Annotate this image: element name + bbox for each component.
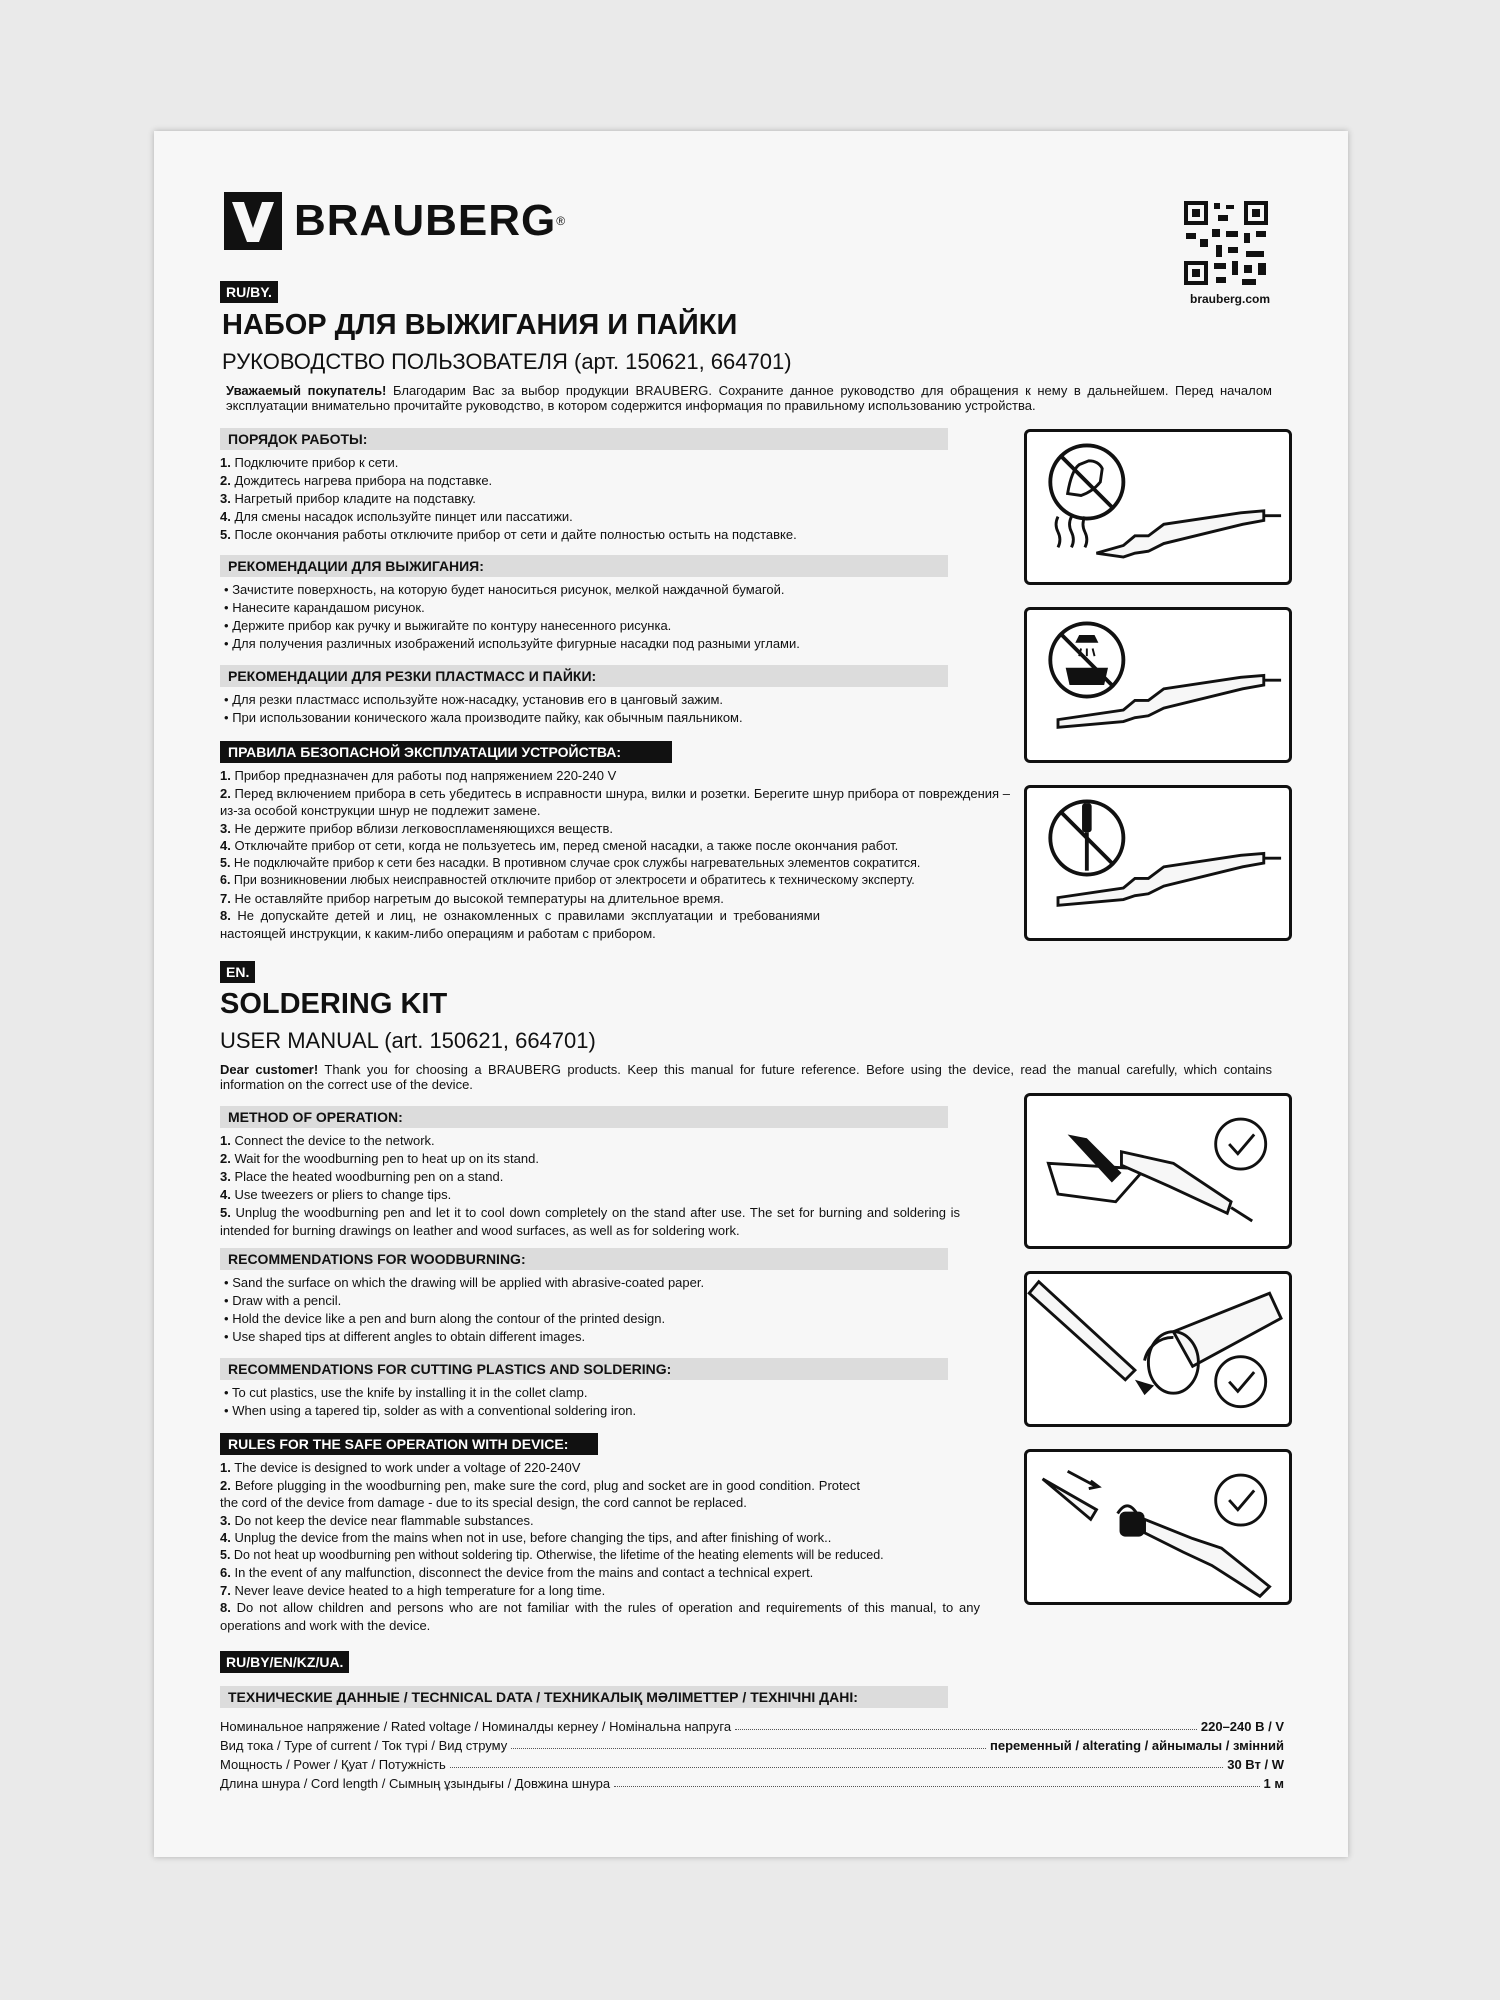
en-list-cutting [224,1384,1014,1420]
en-section-woodburning: RECOMMENDATIONS FOR WOODBURNING: [220,1248,948,1270]
list-item: 4. Use tweezers or pliers to change tips. [220,1187,452,1202]
list-item: 3. Не держите прибор вблизи легковоспламеняющихся веществ. [220,820,614,836]
en-section-method: METHOD OF OPERATION: [220,1106,948,1128]
list-item: 2. Before plugging in the woodburning pen, make sure the cord, plug and socket are in good condition. Protect the cord of the device from damage - due to its special design, the cord cannot be replaced. [220,1477,860,1510]
list-item: 3. Do not keep the device near flammable substances. [220,1512,534,1528]
pictogram-no-touch-hot [1024,429,1292,585]
list-item: 1. The device is designed to work under a voltage of 220-240V [220,1460,581,1475]
ru-intro [226,383,1272,413]
pictogram-change-tip-ok [1024,1271,1292,1427]
list-item: 6. При возникновении любых неисправностей отключите прибор от электросети и обратитесь к техническому эксперту. [220,873,915,887]
list-item: 2. Wait for the woodburning pen to heat up on its stand. [220,1151,539,1166]
list-item: • Зачистите поверхность, на которую будет наноситься рисунок, мелкой наждачной бумагой. [224,582,785,597]
list-item: 8. Не допускайте детей и лиц, не ознакомленных с правилами эксплуатации и требованиями настоящей инструкции, к каким-либо операциям и работам с прибором. [220,908,820,941]
list-item: • When using a tapered tip, solder as with a conventional soldering iron. [224,1403,637,1418]
en-section-cutting: RECOMMENDATIONS FOR CUTTING PLASTICS AND SOLDERING: [220,1358,948,1380]
spec-row: Мощность / Power / Қуат / Потужність 30 Вт / W [220,1757,1284,1772]
qr-code-icon [1182,199,1270,287]
ru-list-safety [220,767,1010,942]
ru-section-safety: ПРАВИЛА БЕЗОПАСНОЙ ЭКСПЛУАТАЦИИ УСТРОЙСТВА: [220,741,672,763]
pictogram-no-screwdriver [1024,785,1292,941]
no-screwdriver-icon [1027,788,1289,938]
en-intro [220,1062,1272,1092]
list-item: 4. Отключайте прибор от сети, когда не пользуетесь им, перед сменой насадки, а также после окончания работ. [220,838,899,853]
ru-section-cutting: РЕКОМЕНДАЦИИ ДЛЯ РЕЗКИ ПЛАСТМАСС И ПАЙКИ: [220,665,948,687]
ru-list-work-order [220,454,1010,544]
list-item: 8. Do not allow children and persons who are not familiar with the rules of operation and requirements of this manual, to any operations and work with the device. [220,1600,980,1633]
list-item: 5. Unplug the woodburning pen and let it to cool down completely on the stand after use. The set for burning and soldering is intended for burning drawings on leather and wood surfaces, as well as for soldering work. [220,1205,960,1238]
pictogram-no-water [1024,607,1292,763]
list-item: 3. Place the heated woodburning pen on a stand. [220,1169,504,1184]
list-item: 4. Для смены насадок используйте пинцет или пассатижи. [220,509,573,524]
brand-logo [224,191,565,251]
list-item: • Hold the device like a pen and burn along the contour of the printed design. [224,1311,666,1326]
ru-list-cutting [224,691,1014,727]
spec-row: Вид тока / Type of current / Ток түрі / Вид струму переменный / alterating / айнымалы / змінний [220,1738,1284,1753]
lang-tag-en: EN. [220,961,255,983]
list-item: • Draw with a pencil. [224,1293,342,1308]
ru-title: НАБОР ДЛЯ ВЫЖИГАНИЯ И ПАЙКИ [222,309,738,341]
list-item: 3. Нагретый прибор кладите на подставку. [220,491,476,506]
list-item: 2. Дождитесь нагрева прибора на подставке. [220,473,493,488]
en-intro-text: Thank you for choosing a BRAUBERG products. Keep this manual for future reference. Before using the device, read the manual carefully, which contains information on the correct use of the device. [220,1062,1272,1092]
brand-name: BRAUBERG [294,196,557,245]
list-item: • При использовании конического жала производите пайку, как обычным паяльником. [224,710,743,725]
list-item: 2. Перед включением прибора в сеть убедитесь в исправности шнура, вилки и розетки. Берегите шнур прибора от повреждения – из-за особой конструкции шнур не подлежит замене. [220,785,1010,818]
no-touch-hot-icon [1027,432,1289,582]
list-item: 1. Подключите прибор к сети. [220,455,399,470]
lang-tag-ru: RU/BY. [220,281,278,303]
list-item: • Для резки пластмасс используйте нож-насадку, установив его в цанговый зажим. [224,692,724,707]
list-item: 5. Не подключайте прибор к сети без насадки. В противном случае срок службы нагревательных элементов сократится. [220,855,921,870]
list-item: • Для получения различных изображений используйте фигурные насадки под разными углами. [224,636,800,651]
ru-section-work-order: ПОРЯДОК РАБОТЫ: [220,428,948,450]
list-item: 6. In the event of any malfunction, disconnect the device from the mains and contact a technical expert. [220,1565,814,1580]
en-section-safety: RULES FOR THE SAFE OPERATION WITH DEVICE: [220,1433,598,1455]
no-water-icon [1027,610,1289,760]
list-item: 5. После окончания работы отключите прибор от сети и дайте полностью остыть на подставке. [220,527,797,542]
en-list-woodburning [224,1274,1014,1346]
list-item: • To cut plastics, use the knife by installing it in the collet clamp. [224,1385,588,1400]
list-item: 4. Unplug the device from the mains when not in use, before changing the tips, and after finishing of work.. [220,1530,832,1545]
list-item: 5. Do not heat up woodburning pen without soldering tip. Otherwise, the lifetime of the heating elements will be reduced. [220,1547,884,1562]
en-subtitle: USER MANUAL (art. 150621, 664701) [220,1028,596,1053]
spec-row: Длина шнура / Cord length / Сымның ұзындығы / Довжина шнура 1 м [220,1776,1284,1791]
list-item: • Sand the surface on which the drawing will be applied with abrasive-coated paper. [224,1275,705,1290]
en-title: SOLDERING KIT [220,988,448,1020]
ru-subtitle: РУКОВОДСТВО ПОЛЬЗОВАТЕЛЯ (арт. 150621, 664701) [222,349,792,374]
stand-ok-icon [1027,1096,1289,1246]
list-item: 7. Не оставляйте прибор нагретым до высокой температуры на длительное время. [220,890,724,906]
brand-check-icon [224,192,282,250]
en-intro-bold: Dear customer! [220,1062,319,1077]
spec-row: Номинальное напряжение / Rated voltage / Номиналды кернеу / Номінальна напруга 220–240 В / V [220,1719,1284,1734]
list-item: 7. Never leave device heated to a high temperature for a long time. [220,1582,606,1598]
list-item: • Нанесите карандашом рисунок. [224,600,425,615]
ru-intro-text: Благодарим Вас за выбор продукции BRAUBERG. Сохраните данное руководство для обращения к нему в дальнейшем. Перед началом эксплуатации внимательно прочитайте руководство, в котором содержится информация по правильному использованию устройства. [226,383,1272,413]
list-item: • Use shaped tips at different angles to obtain different images. [224,1329,586,1344]
list-item: 1. Connect the device to the network. [220,1133,435,1148]
pictogram-knife-tip-ok [1024,1449,1292,1605]
brand-site: brauberg.com [1189,292,1270,306]
specs-table [220,1715,1284,1791]
brand-reg-mark: ® [556,214,566,228]
knife-tip-ok-icon [1027,1452,1289,1602]
list-item: • Держите прибор как ручку и выжигайте по контуру нанесенного рисунка. [224,618,672,633]
ru-list-burning [224,581,1014,653]
manual-sheet [154,131,1348,1857]
en-list-method [220,1132,960,1240]
ru-section-burning: РЕКОМЕНДАЦИИ ДЛЯ ВЫЖИГАНИЯ: [220,555,948,577]
pictogram-stand-ok [1024,1093,1292,1249]
specs-title: ТЕХНИЧЕСКИЕ ДАННЫЕ / TECHNICAL DATA / ТЕХНИКАЛЫҚ МӘЛІМЕТТЕР / ТЕХНІЧНІ ДАНІ: [220,1686,948,1708]
lang-tag-specs: RU/BY/EN/KZ/UA. [220,1651,349,1673]
change-tip-ok-icon [1027,1274,1289,1424]
list-item: 1. Прибор предназначен для работы под напряжением 220-240 V [220,768,617,783]
ru-intro-bold: Уважаемый покупатель! [226,383,387,398]
en-list-safety [220,1459,980,1634]
